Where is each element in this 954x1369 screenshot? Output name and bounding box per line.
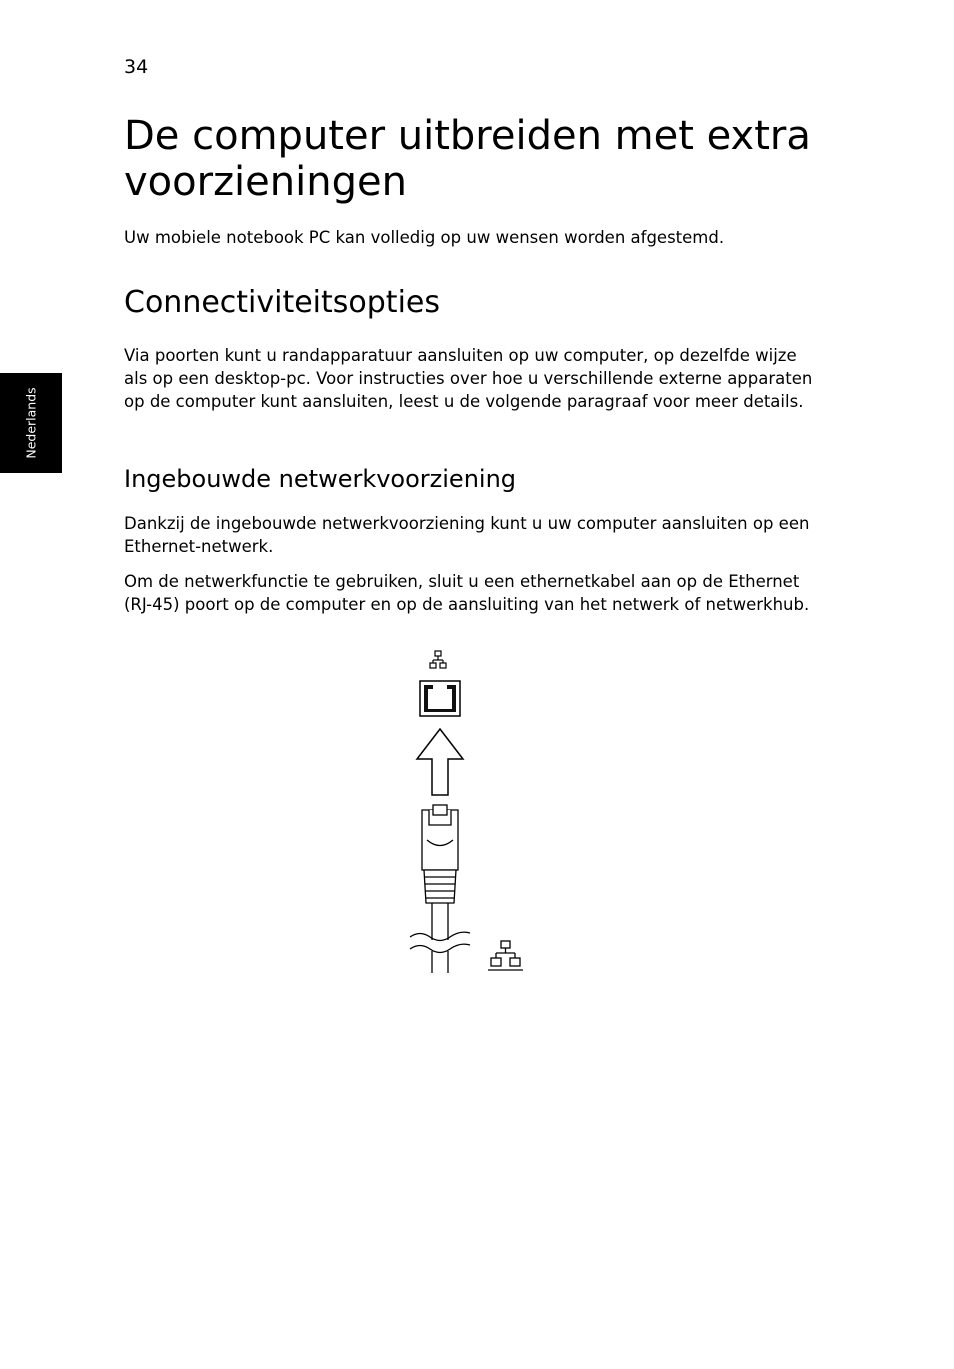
section-body: Via poorten kunt u randapparatuur aansluiten op uw computer, op dezelfde wijze als op een desktop-pc. Voor instructies over hoe u verschillende externe apparaten op de computer kunt aansluiten, leest u de volgende paragraaf voor meer details.	[124, 346, 813, 411]
page-number: 34	[124, 56, 149, 78]
page-title: De computer uitbreiden met extra voorzieningen	[124, 113, 811, 205]
intro-paragraph: Uw mobiele notebook PC kan volledig op uw wensen worden afgestemd.	[124, 228, 725, 247]
subsection-paragraph-2: Om de netwerkfunctie te gebruiken, sluit u een ethernetkabel aan op de Ethernet (RJ-45) poort op de computer en op de aansluiting van het netwerk of netwerkhub.	[124, 572, 810, 614]
cable-icon	[410, 903, 470, 973]
arrow-up-icon	[417, 729, 463, 795]
section-heading: Connectiviteitsopties	[124, 285, 440, 320]
subsection-heading: Ingebouwde netwerkvoorziening	[124, 465, 517, 493]
language-side-tab	[0, 373, 62, 473]
rj45-plug-icon	[422, 805, 458, 903]
language-tab-label: Nederlands	[23, 387, 39, 459]
network-icon	[430, 651, 446, 668]
subsection-paragraph-1: Dankzij de ingebouwde netwerkvoorziening kunt u uw computer aansluiten op een Ethernet-netwerk.	[124, 514, 810, 556]
network-icon	[488, 941, 523, 970]
ethernet-connection-illustration	[400, 645, 530, 980]
rj45-port-icon	[420, 681, 460, 716]
